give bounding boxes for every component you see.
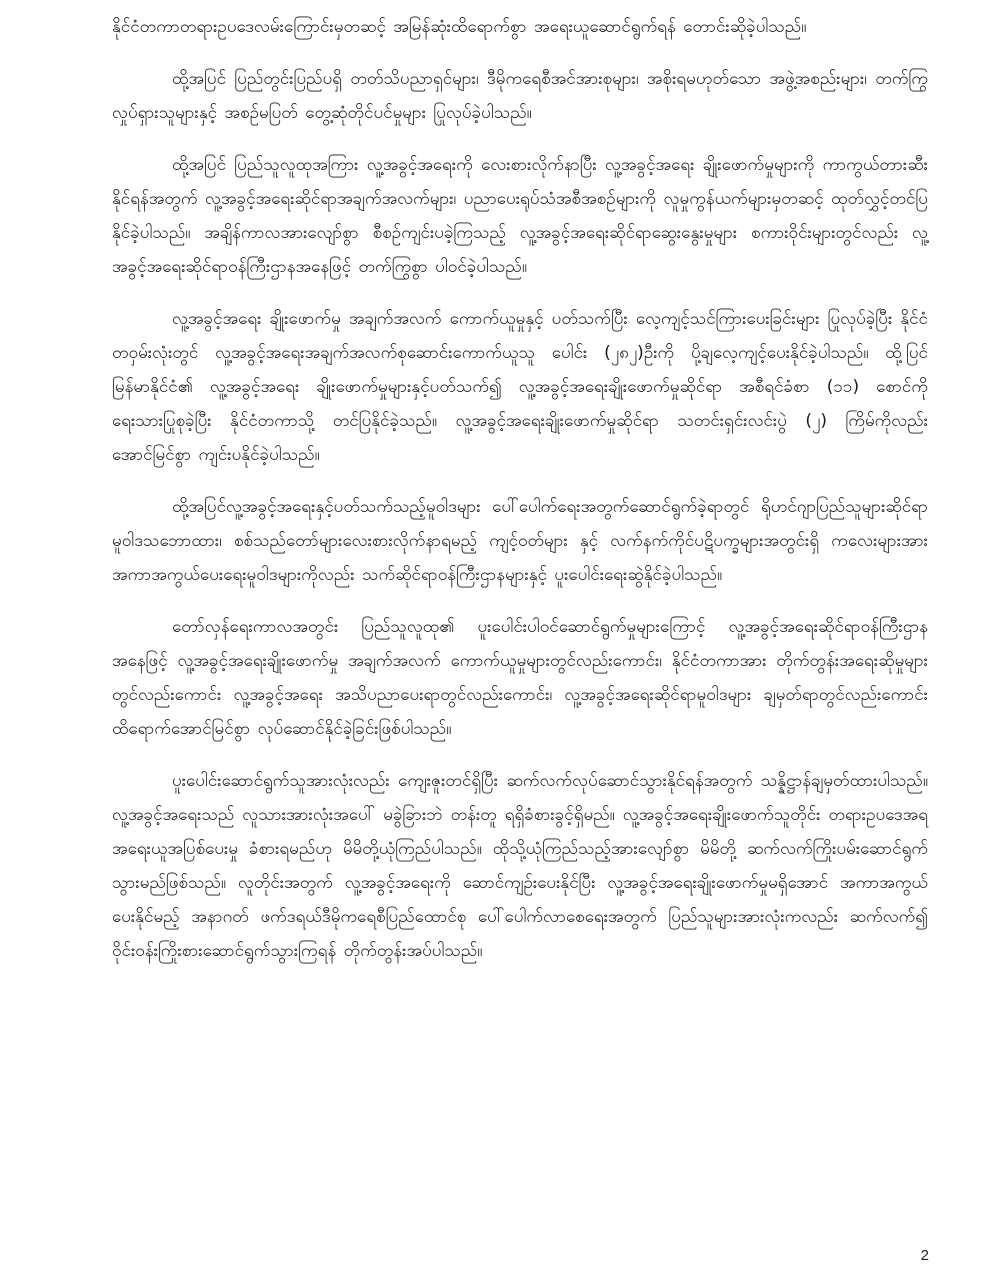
document-body [112, 10, 928, 986]
paragraph: နိုင်ငံတကာတရားဥပဒေလမ်းကြောင်းမှတဆင့် အမြန်ဆုံးထိရောက်စွာ အရေးယူဆောင်ရွက်ရန် တောင်းဆိုခဲ့ပါသည်။ [112, 17, 807, 37]
paragraph: ပူးပေါင်းဆောင်ရွက်သူအားလုံးလည်း ကျေးဇူးတင်ရှိပြီး ဆက်လက်လုပ်ဆောင်သွားနိုင်ရန်အတွက် သန္နိဋ္ဌာန်ချမှတ်ထားပါသည်။ လူ့အခွင့်အရေးသည် လူသားအားလုံးအပေါ် မခွဲခြားဘဲ တန်းတူ ရရှိခံစားခွင့်ရှိမည်။ လူ့အခွင့်အရေးချိုးဖောက်သူတိုင်း တရားဥပဒေအရ အရေးယူအပြစ်ပေးမှု ခံစားရမည်ဟု မိမိတို့ယုံကြည်ပါသည်။ ထိုသို့ယုံကြည်သည့်အားလျော်စွာ မိမိတို့ ဆက်လက်ကြိုးပမ်းဆောင်ရွက်သွားမည်ဖြစ်သည်။ လူတိုင်းအတွက် လူ့အခွင့်အရေးကို ဆောင်ကျဉ်းပေးနိုင်ပြီး လူ့အခွင့်အရေးချိုးဖောက်မှုမရှိအောင် အကာအကွယ်ပေးနိုင်မည့် အနာဂတ် ဖက်ဒရယ်ဒီမိုကရေစီပြည်ထောင်စု ပေါ်ပေါက်လာစေရေးအတွက် ပြည်သူများအားလုံးကလည်း ဆက်လက်၍ ဝိုင်းဝန်းကြိုးစားဆောင်ရွက်သွားကြရန် တိုက်တွန်းအပ်ပါသည်။ [112, 771, 928, 961]
paragraph: တော်လှန်ရေးကာလအတွင်း ပြည်သူလူထု၏ ပူးပေါင်းပါဝင်ဆောင်ရွက်မှုများကြောင့် လူ့အခွင့်အရေးဆိုင်ရာဝန်ကြီးဌာနအနေဖြင့် လူ့အခွင့်အရေးချိုးဖောက်မှု အချက်အလက် ကောက်ယူမှုများတွင်လည်းကောင်း၊ နိုင်ငံတကာအား တိုက်တွန်းအရေးဆိုမှုများတွင်လည်းကောင်း လူ့အခွင့်အရေး အသိပညာပေးရာတွင်လည်းကောင်း၊ လူ့အခွင့်အရေးဆိုင်ရာမူဝါဒများ ချမှတ်ရာတွင်လည်းကောင်း ထိရောက်အောင်မြင်စွာ လုပ်ဆောင်နိုင်ခဲ့ခြင်းဖြစ်ပါသည်။ [112, 617, 928, 739]
paragraph: ထို့အပြင် ပြည်သူလူထုအကြား လူ့အခွင့်အရေးကို လေးစားလိုက်နာပြီး လူ့အခွင့်အရေး ချိုးဖောက်မှုများကို ကာကွယ်တားဆီးနိုင်ရန်အတွက် လူ့အခွင့်အရေးဆိုင်ရာအချက်အလက်များ၊ ပညာပေးရုပ်သံအစီအစဉ်များကို လူမှုကွန်ယက်များမှတဆင့် ထုတ်လွှင့်တင်ပြနိုင်ခဲ့ပါသည်။ အချိန်ကာလအားလျော်စွာ စီစဉ်ကျင်းပခဲ့ကြသည့် လူ့အခွင့်အရေးဆိုင်ရာဆွေးနွေးမှုများ စကားဝိုင်းများတွင်လည်း လူ့အခွင့်အရေးဆိုင်ရာဝန်ကြီးဌာနအနေဖြင့် တက်ကြွစွာ ပါဝင်ခဲ့ပါသည်။ [112, 155, 928, 277]
paragraph: ထို့အပြင်လူ့အခွင့်အရေးနှင့်ပတ်သက်သည့်မူဝါဒများ ပေါ်ပေါက်ရေးအတွက်ဆောင်ရွက်ခဲ့ရာတွင် ရိုဟင်ဂျာပြည်သူများဆိုင်ရာ မူဝါဒသဘောထား၊ စစ်သည်တော်များလေးစားလိုက်နာရမည့် ကျင့်ဝတ်များ နှင့် လက်နက်ကိုင်ပဋိပက္ခများအတွင်းရှိ ကလေးများအား အကာအကွယ်ပေးရေးမူဝါဒများကိုလည်း သက်ဆိုင်ရာဝန်ကြီးဌာနများနှင့် ပူးပေါင်းရေးဆွဲနိုင်ခဲ့ပါသည်။ [112, 497, 928, 585]
paragraph: ထို့အပြင် ပြည်တွင်းပြည်ပရှိ တတ်သိပညာရှင်များ၊ ဒီမိုကရေစီအင်အားစုများ၊ အစိုးရမဟုတ်သော အဖွဲ့အစည်းများ၊ တက်ကြွလှုပ်ရှားသူများနှင့် အစဉ်မပြတ် တွေ့ဆုံတိုင်ပင်မှုများ ပြုလုပ်ခဲ့ပါသည်။ [112, 69, 928, 123]
page-number: 2 [920, 1247, 929, 1264]
paragraph: လူ့အခွင့်အရေး ချိုးဖောက်မှု အချက်အလက် ကောက်ယူမှုနှင့် ပတ်သက်ပြီး လေ့ကျင့်သင်ကြားပေးခြင်းများ ပြုလုပ်ခဲ့ပြီး နိုင်ငံတဝှမ်းလုံးတွင် လူ့အခွင့်အရေးအချက်အလက်စုဆောင်းကောက်ယူသူ ပေါင်း (၂၈၂)ဦးကို ပို့ချလေ့ကျင့်ပေးနိုင်ခဲ့ပါသည်။ ထို့ပြင် မြန်မာနိုင်ငံ၏ လူ့အခွင့်အရေး ချိုးဖောက်မှုများနှင့်ပတ်သက်၍ လူ့အခွင့်အရေးချိုးဖောက်မှုဆိုင်ရာ အစီရင်ခံစာ (၁၁) စောင်ကို ရေးသားပြုစုခဲ့ပြီး နိုင်ငံတကာသို့ တင်ပြနိုင်ခဲ့သည်။ လူ့အခွင့်အရေးချိုးဖောက်မှုဆိုင်ရာ သတင်းရှင်းလင်းပွဲ (၂) ကြိမ်ကိုလည်း အောင်မြင်စွာ ကျင်းပနိုင်ခဲ့ပါသည်။ [112, 309, 928, 465]
